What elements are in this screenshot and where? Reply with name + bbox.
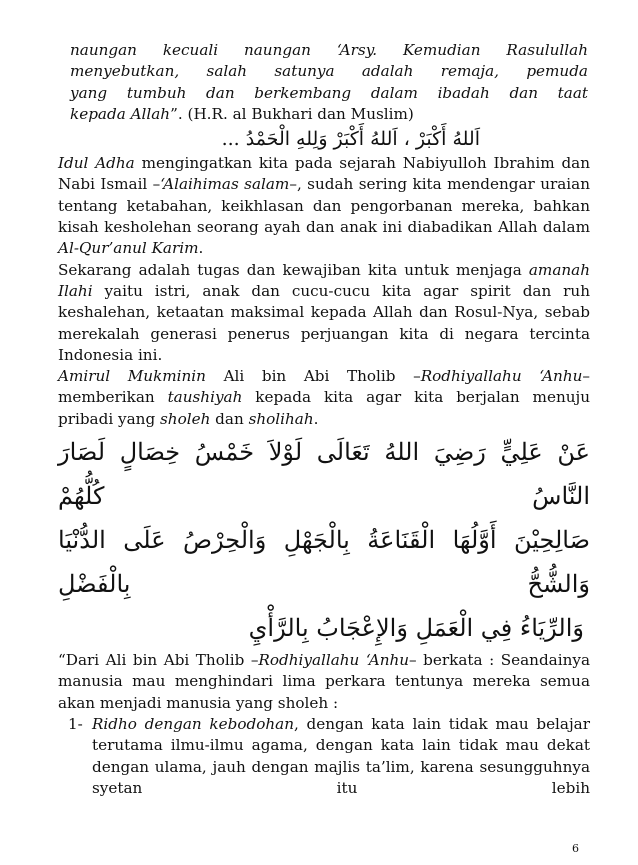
- list-item-text-1: , dengan kata lain tidak mau belajar terutama ilmu-ilmu agama, dengan kata lain tidak mau dekat dengan ulama, jauh dengan majlis ta’lim, karena sesungguhnya syetan itu lebih: [92, 714, 590, 797]
- term-sholihah: sholihah: [248, 409, 314, 428]
- paragraph-kewajiban: [58, 260, 590, 366]
- quote-line-3: yang tumbuh dan berkembang dalam ibadah dan taat: [70, 83, 588, 102]
- quote-line-4: [70, 104, 588, 125]
- para1-text-1: mengingatkan kita pada sejarah Nabiyulloh Ibrahim dan Nabi Ismail –: [58, 154, 591, 194]
- term-rodhiyallahu: Rodhiyallahu ‘Anhu: [420, 367, 583, 386]
- paragraph-idul-adha: [58, 153, 590, 259]
- para1-text-2: –, sudah sering kita mendengar uraian tentang ketabahan, keikhlasan dan pengorbanan mereka, bahkan kisah kesholehan seorang ayah dan anak ini diabadikan Allah dalam: [58, 175, 590, 237]
- numbered-list: [58, 714, 590, 799]
- term-taushiyah: taushiyah: [167, 388, 243, 407]
- para3-text-2: – memberikan: [58, 367, 590, 407]
- para2-text-2: yaitu istri, anak dan cucu-cucu kita agar spirit dan ruh keshalehan, ketaatan maksimal kepada Allah dan Rosul-Nya, sebab merekalah generasi penerus perjuangan kita di negara tercinta Indonesia ini.: [58, 281, 590, 364]
- para3-text-4: dan: [210, 409, 249, 428]
- hadith-quote: [70, 40, 588, 125]
- para3-text-5: .: [313, 409, 319, 428]
- term-alaihimas: ‘Alaihimas salam: [160, 175, 290, 194]
- term-sholeh: sholeh: [160, 409, 211, 428]
- paragraph-amirul: [58, 366, 590, 430]
- para4-text-2: – berkata : Seandainya manusia mau menghindari lima perkara tentunya mereka semua akan menjadi manusia yang sholeh :: [58, 651, 590, 712]
- para3-text-3: kepada kita agar kita berjalan menuju pribadi yang: [58, 388, 590, 428]
- arabic-quote: [58, 430, 590, 650]
- para2-text-1: Sekarang adalah tugas dan kewajiban kita untuk menjaga: [58, 260, 529, 279]
- arabic-line-2: صَالِحِيْنَ أَوَّلُهَا الْقَنَاعَةُ بِالْجَهْلِ وَالْحِرْصُ عَلَى الدُّنْيَا وَالشُّحُّ بِالْفَضْلِ: [58, 526, 590, 599]
- term-amirul: Amirul Mukminin: [58, 367, 206, 386]
- para4-text-1: “Dari Ali bin Abi Tholib –: [58, 651, 259, 670]
- para1-text-3: .: [198, 239, 204, 258]
- page-number: 6: [572, 842, 579, 855]
- term-quran: Al-Qur’anul Karim: [58, 239, 199, 258]
- arabic-line-1: عَنْ عَلِيٍّ رَضِيَ اللهُ تَعَالَى لَوْلاَ خَمْسُ خِصَالٍ لَصَارَ النَّاسُ كُلُّهُمْ: [58, 438, 590, 511]
- page-body: [58, 40, 590, 799]
- quote-italic-end: kepada Allah: [70, 104, 171, 123]
- arabic-line-3: وَالرِّيَاءُ فِي الْعَمَلِ وَالإِعْجَابُ بِالرَّأْيِ: [248, 614, 584, 643]
- takbir-arabic: اَللهُ أَكْبَرْ ، اَللهُ أَكْبَرْ وَلِلهِ الْحَمْدُ ...: [221, 128, 480, 151]
- term-ridho: Ridho dengan kebodohan: [92, 714, 294, 733]
- list-item-number: 1-: [68, 714, 83, 733]
- term-idul-adha: Idul Adha: [58, 154, 135, 173]
- list-item-text: [92, 714, 590, 799]
- quote-line-2: menyebutkan, salah satunya adalah remaja, pemuda: [70, 62, 588, 81]
- term-rodhiyallahu-2: Rodhiyallahu ‘Anhu: [258, 651, 410, 670]
- paragraph-translation: [58, 650, 590, 714]
- term-amanah: amanah Ilahi: [58, 260, 590, 300]
- para3-text-1: Ali bin Abi Tholib –: [205, 367, 421, 386]
- quote-line-1: naungan kecuali naungan ‘Arsy. Kemudian Rasulullah: [70, 41, 588, 59]
- quote-citation: ”. (H.R. al Bukhari dan Muslim): [170, 104, 414, 123]
- list-item: [58, 714, 590, 799]
